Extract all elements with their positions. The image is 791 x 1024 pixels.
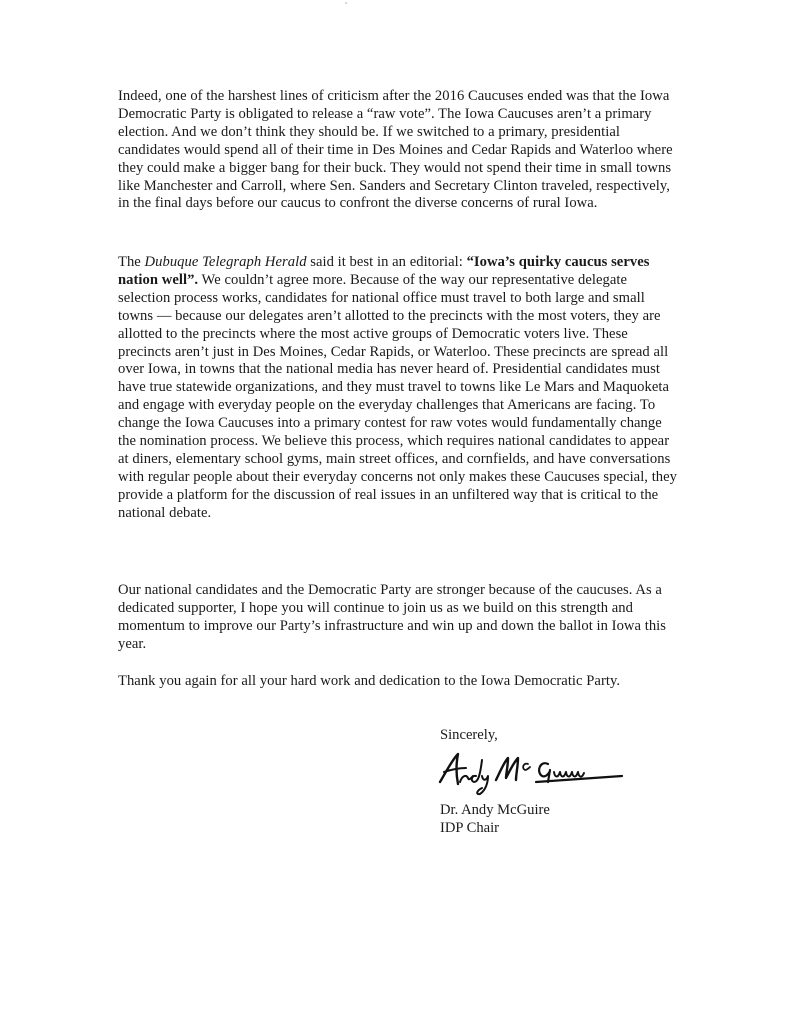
publication-name: Dubuque Telegraph Herald (144, 254, 307, 270)
signature-image (436, 748, 626, 796)
paragraph-editorial (118, 254, 678, 523)
signature-block (440, 801, 550, 837)
paragraph-supporters: Our national candidates and the Democratic Party are stronger because of the caucuses. As a dedicated supporter, I hope you will continue to join us as we build on this strength and momentum to improve our Party’s infrastructure and win up and down the ballot in Iowa this year. (118, 582, 667, 652)
paragraph-editorial-rest: We couldn’t agree more. Because of the way our representative delegate selection process works, candidates for national office must travel to both large and small towns — because our delegates aren’t allotted to the precincts with the most voters, they are allotted to the precincts where the most active groups of Democratic voters live. These precincts aren’t just in Des Moines, Cedar Rapids, or Waterloo. These precincts are spread all over Iowa, in towns that the national media has never heard of. Presidential candidates must have true statewide organizations, and they must travel to towns like Le Mars and Maquoketa and engage with everyday people on the everyday challenges that Americans are facing. To change the Iowa Caucuses into a primary contest for raw votes would fundamentally change the nomination process. We believe this process, which requires national candidates to appear at diners, elementary school gyms, main street offices, and cornfields, and have conversations with regular people about their everyday concerns not only makes these Caucuses special, they provide a platform for the discussion of real issues in an unfiltered way that is critical to the national debate. (118, 271, 678, 521)
paragraph-editorial-lead: The (118, 254, 145, 270)
signer-name: Dr. Andy McGuire (440, 802, 550, 818)
paragraph-raw-vote: Indeed, one of the harshest lines of criticism after the 2016 Caucuses ended was that the Iowa Democratic Party is obligated to release a “raw vote”. The Iowa Caucuses aren’t a primary election. And we don’t think they should be. If we switched to a primary, presidential candidates would spend all of their time in Des Moines and Cedar Rapids and Waterloo where they could make a bigger bang for their buck. They would not spend their time in small towns like Manchester and Carroll, where Sen. Sanders and Secretary Clinton traveled, respectively, in the final days before our caucus to confront the diverse concerns of rural Iowa. (118, 88, 673, 212)
scan-mark (345, 2, 347, 4)
paragraph-thanks-text: Thank you again for all your hard work and dedication to the Iowa Democratic Party. (118, 673, 621, 689)
signer-title: IDP Chair (440, 820, 500, 836)
editorial-headline: “Iowa’s quirky caucus serves nation well”. (118, 254, 650, 288)
paragraph-thanks (118, 673, 678, 691)
closing-salutation: Sincerely, (440, 727, 498, 743)
paragraph-editorial-mid: said it best in an editorial: (306, 254, 467, 270)
